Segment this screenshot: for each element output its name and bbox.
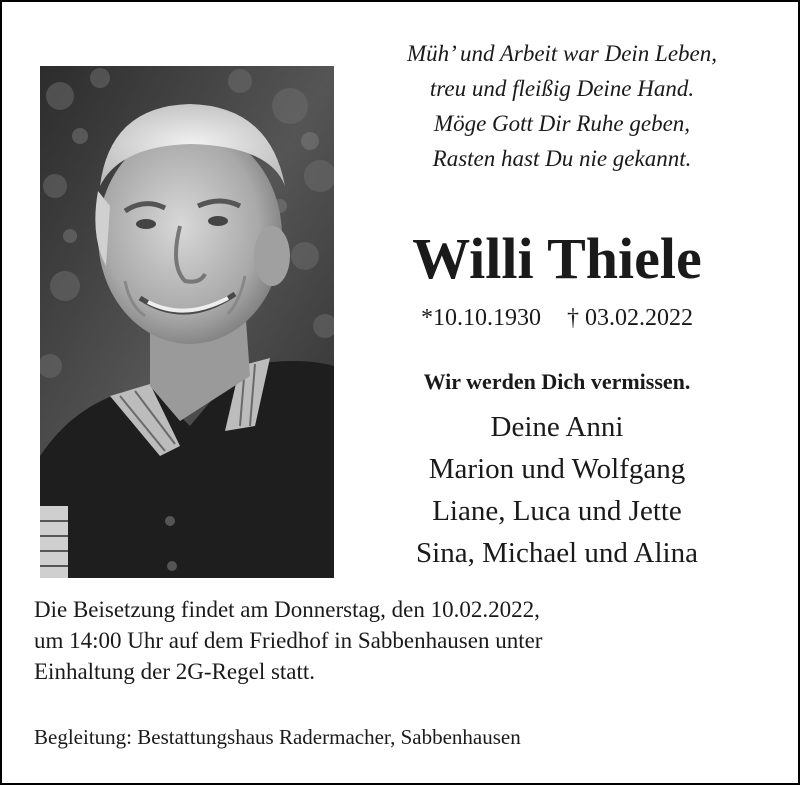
poem-line: Rasten hast Du nie gekannt. [432,146,692,171]
funeral-line: Die Beisetzung findet am Donnerstag, den 10.02.2022, [34,597,540,622]
death-date: † 03.02.2022 [567,305,693,331]
poem-line: treu und fleißig Deine Hand. [429,76,695,101]
funeral-home-credit: Begleitung: Bestattungshaus Radermacher, Sabbenhausen [34,725,521,749]
life-dates [352,298,762,338]
portrait-photo [40,66,334,578]
mourner-line: Marion und Wolfgang [428,453,686,485]
mourners-list [352,406,762,574]
poem-line: Möge Gott Dir Ruhe geben, [433,111,691,136]
birth-date: *10.10.1930 [421,305,541,331]
mourners-heading: Wir werden Dich vermissen. [423,369,691,394]
memorial-poem [342,36,782,176]
funeral-line: um 14:00 Uhr auf dem Friedhof in Sabbenhausen unter [34,628,543,653]
funeral-info [34,594,774,687]
mourner-line: Liane, Luca und Jette [432,495,682,527]
funeral-line: Einhaltung der 2G-Regel statt. [34,659,316,684]
deceased-name: Willi Thiele [412,226,702,291]
mourner-line: Deine Anni [490,411,624,443]
poem-line: Müh’ und Arbeit war Dein Leben, [406,41,718,66]
portrait-image [40,66,334,578]
mourner-line: Sina, Michael und Alina [416,537,698,569]
